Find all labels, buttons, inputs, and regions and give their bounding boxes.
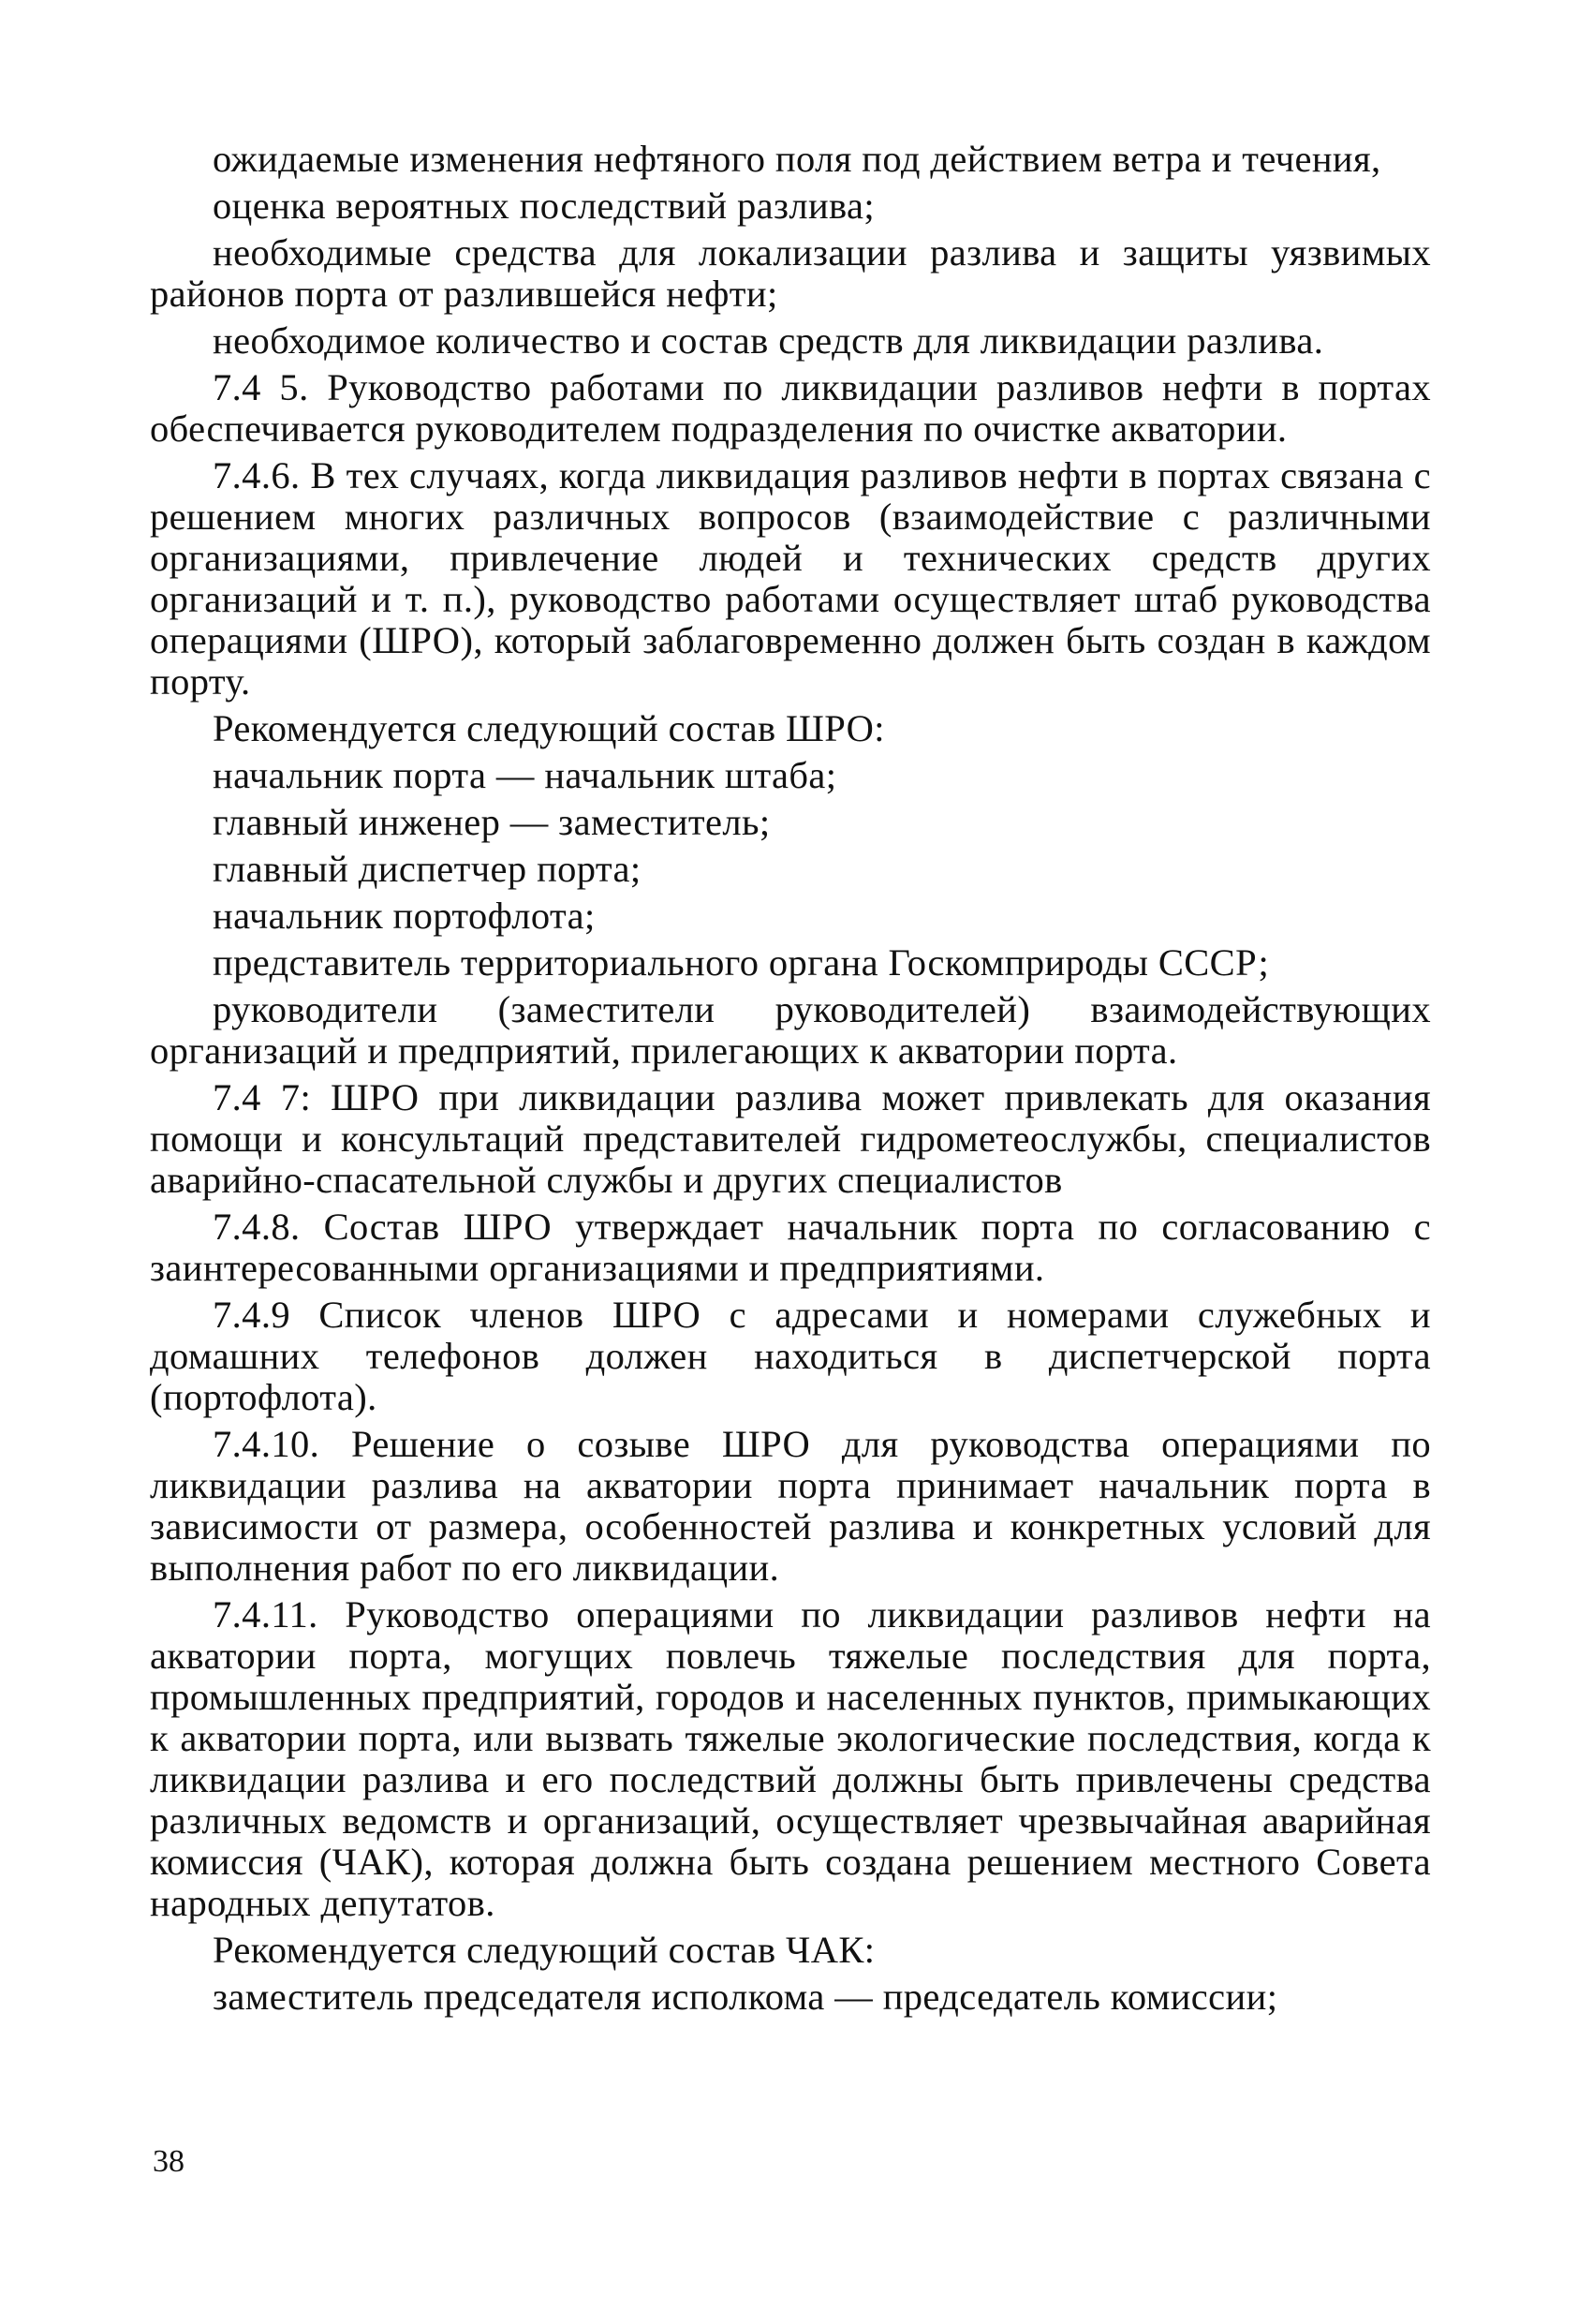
paragraph-consequences: оценка вероятных последствий разлива; [213, 185, 876, 227]
list-item-chief-engineer: главный инженер — заместитель; [213, 801, 771, 843]
list-item-chief-dispatcher: главный диспетчер порта; [213, 848, 642, 890]
paragraph-7-4-7: 7.4 7: ШРО при ликвидации разлива может привлекать для оказания помощи и консультаций представителей гидрометеослужбы, специалистов аварийно-спасательной службы и других специалистов [150, 1076, 1431, 1201]
page-number: 38 [153, 2144, 184, 2179]
paragraph-7-4-5: 7.4 5. Руководство работами по ликвидации разливов нефти в портах обеспечивается руководителем подразделения по очистке акватории. [150, 366, 1431, 450]
paragraph-chak-composition-heading: Рекомендуется следующий состав ЧАК: [213, 1929, 876, 1971]
list-item-cooperating-heads: руководители (заместители руководителей) взаимодействующих организаций и предприятий, прилегающих к акватории порта. [150, 988, 1431, 1072]
paragraph-7-4-11: 7.4.11. Руководство операциями по ликвидации разливов нефти на акватории порта, могущих повлечь тяжелые последствия для порта, промышленных предприятий, городов и населенных пунктов, примыкающих к акватории порта, или вызвать тяжелые экологические последствия, когда к ликвидации разлива и его последствий должны быть привлечены средства различных ведомств и организаций, осуществляет чрезвычайная аварийная комиссия (ЧАК), которая должна быть создана решением местного Совета народных депутатов. [150, 1593, 1431, 1924]
list-item-deputy-chairman: заместитель председателя исполкома — председатель комиссии; [213, 1976, 1278, 2018]
paragraph-7-4-8: 7.4.8. Состав ШРО утверждает начальник порта по согласованию с заинтересованными организациями и предприятиями. [150, 1206, 1431, 1289]
paragraph-localization-means: необходимые средства для локализации разлива и защиты уязвимых районов порта от разлившейся нефти; [150, 231, 1431, 315]
list-item-port-chief: начальник порта — начальник штаба; [213, 754, 837, 796]
paragraph-7-4-10: 7.4.10. Решение о созыве ШРО для руководства операциями по ликвидации разлива на акватории порта принимает начальник порта в зависимости от размера, особенностей разлива и конкретных условий для выполнения работ по его ликвидации. [150, 1423, 1431, 1589]
paragraph-expected-changes: ожидаемые изменения нефтяного поля под действием ветра и течения, [213, 138, 1381, 180]
paragraph-shro-composition-heading: Рекомендуется следующий состав ШРО: [213, 707, 885, 749]
list-item-portfleet-chief: начальник портофлота; [213, 895, 596, 937]
list-item-goskompriroda-rep: представитель территориального органа Госкомприроды СССР; [213, 941, 1270, 984]
paragraph-7-4-9: 7.4.9 Список членов ШРО с адресами и номерами служебных и домашних телефонов должен находиться в диспетчерской порта (портофлота). [150, 1294, 1431, 1418]
page-body [150, 139, 1431, 2023]
paragraph-liquidation-means: необходимое количество и состав средств для ликвидации разлива. [213, 319, 1324, 362]
paragraph-7-4-6: 7.4.6. В тех случаях, когда ликвидация разливов нефти в портах связана с решением многих различных вопросов (взаимодействие с различными организациями, привлечение людей и технических средств других организаций и т. п.), руководство работами осуществляет штаб руководства операциями (ШРО), который заблаговременно должен быть создан в каждом порту. [150, 454, 1431, 703]
